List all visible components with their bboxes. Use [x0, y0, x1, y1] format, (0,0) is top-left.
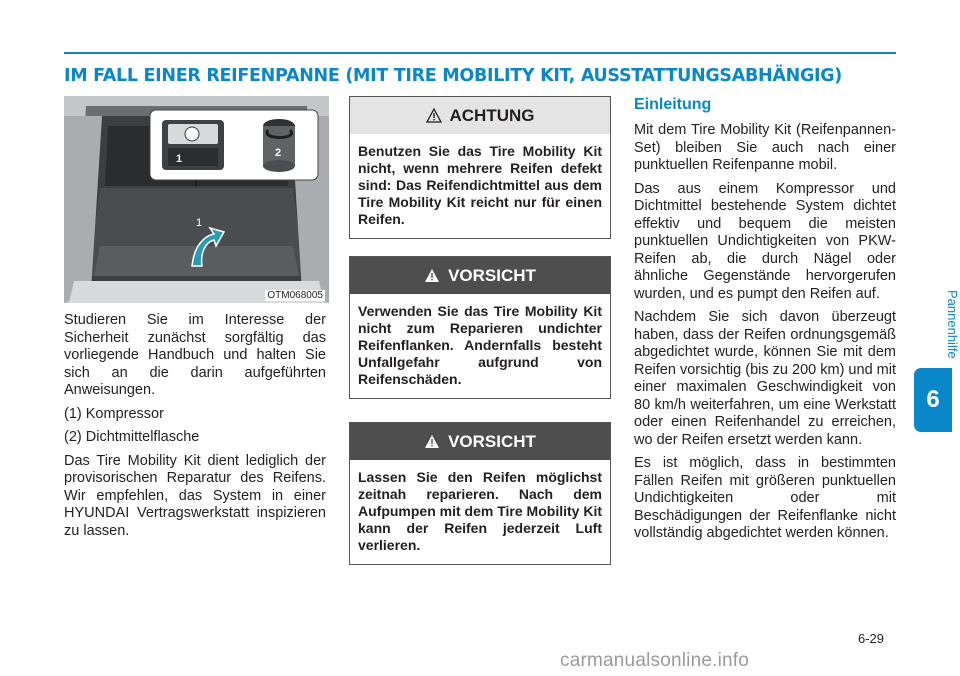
- paragraph: (2) Dichtmittelflasche: [64, 429, 200, 445]
- paragraph: Es ist möglich, dass in bestimmten Fällen Reifen mit größeren punktuellen Undichtigkeiten oder mit Beschädigungen der Reifenflanke nicht vollständig abgedichtet werden können.: [634, 455, 896, 541]
- callout-1: 1: [176, 153, 183, 165]
- paragraph: Nachdem Sie sich davon überzeugt haben, dass der Reifen ordnungsgemäß abgedichtet wurde, können Sie mit dem Reifen vorsichtig (bis zu 200 km) und mit einer maximalen Geschwindigkeit von 80 km/h weiterfahren, um eine Werkstatt oder einen Reifenhandel zu erreichen, wo der Reifen ersetzt werden kann.: [634, 309, 896, 448]
- paragraph: Das aus einem Kompressor und Dichtmittel bestehende System dichtet effektiv und bequem die meisten punktuellen Undichtigkeiten von PKW-Reifen ab, die durch Nägel oder ähnliche Gegenstände hervorgerufen wurden, und es pumpt den Reifen auf.: [634, 180, 896, 302]
- page-title: IM FALL EINER REIFENPANNE (MIT TIRE MOBILITY KIT, AUSSTATTUNGSABHÄNGIG): [64, 66, 842, 86]
- paragraph: (1) Kompressor: [64, 405, 164, 422]
- paragraph: Das Tire Mobility Kit dient lediglich der provisorischen Reparatur des Reifens. Wir empfehlen, das System in einer HYUNDAI Vertragswerkstatt inspizieren zu lassen.: [64, 452, 326, 539]
- chapter-tab: 6: [914, 368, 952, 432]
- paragraph: Mit dem Tire Mobility Kit (Reifenpannen- Set) bleiben Sie auch nach einer punktuellen Reifenpanne mobil.: [634, 122, 896, 173]
- warning-triangle-icon: [426, 108, 442, 123]
- caution-header: [350, 257, 610, 294]
- caution-text: Verwenden Sie das Tire Mobility Kit nicht zum Reparieren undichter Reifenflanken. Andernfalls besteht Unfallgefahr aufgrund von Reifenschäden.: [358, 303, 602, 387]
- warning-triangle-icon: [424, 268, 440, 283]
- image-code: OTM068005: [267, 290, 323, 301]
- callout-2: 2: [275, 147, 282, 159]
- floor-callout: 1: [196, 217, 203, 229]
- warning-text: Benutzen Sie das Tire Mobility Kit nicht, wenn mehrere Reifen defekt sind: Das Reifendichtmittel aus dem Tire Mobility Kit reicht nur für einen Reifen.: [358, 143, 602, 227]
- watermark: carmanualsonline.info: [560, 650, 750, 671]
- page-number: 6-29: [858, 631, 885, 646]
- warning-triangle-icon: [424, 434, 440, 449]
- introduction-column: [634, 122, 896, 549]
- trunk-photo: [64, 96, 329, 303]
- warning-header: [350, 97, 610, 134]
- caution-text: Lassen Sie den Reifen möglichst zeitnah reparieren. Nach dem Aufpumpen mit dem Tire Mobility Kit kann der Reifen jederzeit Luft verlieren.: [358, 469, 602, 553]
- caution-box-2: [349, 422, 611, 565]
- caution-header: [350, 423, 610, 460]
- paragraph: Studieren Sie im Interesse der Sicherheit zunächst sorgfältig das vorliegende Handbuch und halten Sie sich an die darin aufgeführten Anweisungen.: [64, 312, 326, 398]
- section-label: Pannenhilfe: [945, 290, 960, 359]
- header-rule: [64, 52, 896, 54]
- trunk-illustration: [64, 96, 329, 303]
- caution-box-1: [349, 256, 611, 399]
- section-heading: Einleitung: [634, 96, 712, 113]
- intro-column: [64, 312, 326, 546]
- warning-box-achtung: [349, 96, 611, 239]
- warning-heading: ACHTUNG: [449, 105, 535, 125]
- caution-heading: VORSICHT: [448, 265, 536, 285]
- caution-heading: VORSICHT: [448, 431, 536, 451]
